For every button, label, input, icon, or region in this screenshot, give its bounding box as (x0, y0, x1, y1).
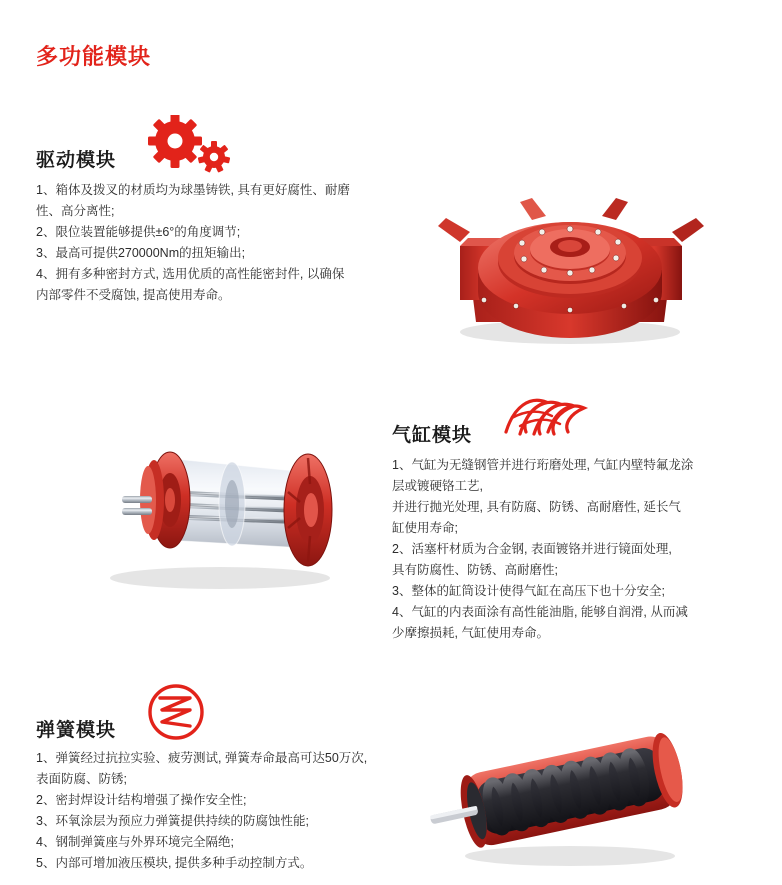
body-line: 1、箱体及拨叉的材质均为球墨铸铁, 具有更好腐性、耐磨 (36, 183, 350, 197)
body-line: 少摩擦损耗, 气缸使用寿命。 (392, 626, 549, 640)
body-line: 层或镀硬铬工艺, (392, 479, 483, 493)
body-line: 4、气缸的内表面涂有高性能油脂, 能够自润滑, 从而减 (392, 605, 688, 619)
drive-module-photo (420, 150, 720, 350)
coil-icon (500, 392, 590, 440)
body-line: 3、环氧涂层为预应力弹簧提供持续的防腐蚀性能; (36, 814, 309, 828)
page-title: 多功能模块 (36, 44, 152, 69)
section-body-cylinder (392, 455, 742, 644)
section-title-spring: 弹簧模块 (36, 720, 117, 741)
gear-icon (143, 115, 243, 175)
spring-module-photo (420, 720, 720, 870)
section-body-spring (36, 748, 416, 874)
section-body-drive (36, 180, 376, 306)
body-line: 性、高分离性; (36, 204, 115, 218)
spring-icon (140, 682, 212, 742)
section-title-cylinder: 气缸模块 (392, 425, 473, 446)
body-line: 3、最高可提供270000Nm的扭矩输出; (36, 246, 246, 260)
body-line: 2、限位装置能够提供±6°的角度调节; (36, 225, 241, 239)
cylinder-module-photo (70, 400, 370, 600)
body-line: 5、内部可增加液压模块, 提供多种手动控制方式。 (36, 856, 313, 870)
body-line: 2、密封焊设计结构增强了操作安全性; (36, 793, 247, 807)
body-line: 并进行抛光处理, 具有防腐、防锈、高耐磨性, 延长气 (392, 500, 681, 514)
body-line: 4、钢制弹簧座与外界环境完全隔绝; (36, 835, 234, 849)
body-line: 3、整体的缸筒设计使得气缸在高压下也十分安全; (392, 584, 665, 598)
body-line: 表面防腐、防锈; (36, 772, 127, 786)
body-line: 缸使用寿命; (392, 521, 458, 535)
body-line: 4、拥有多种密封方式, 选用优质的高性能密封件, 以确保 (36, 267, 345, 281)
body-line: 1、弹簧经过抗拉实验、疲劳测试, 弹簧寿命最高可达50万次, (36, 751, 368, 765)
body-line: 内部零件不受腐蚀, 提高使用寿命。 (36, 288, 231, 302)
section-title-drive: 驱动模块 (36, 150, 117, 171)
body-line: 2、活塞杆材质为合金钢, 表面镀铬并进行镜面处理, (392, 542, 672, 556)
body-line: 具有防腐性、防锈、高耐磨性; (392, 563, 558, 577)
body-line: 1、气缸为无缝钢管并进行珩磨处理, 气缸内壁特氟龙涂 (392, 458, 694, 472)
